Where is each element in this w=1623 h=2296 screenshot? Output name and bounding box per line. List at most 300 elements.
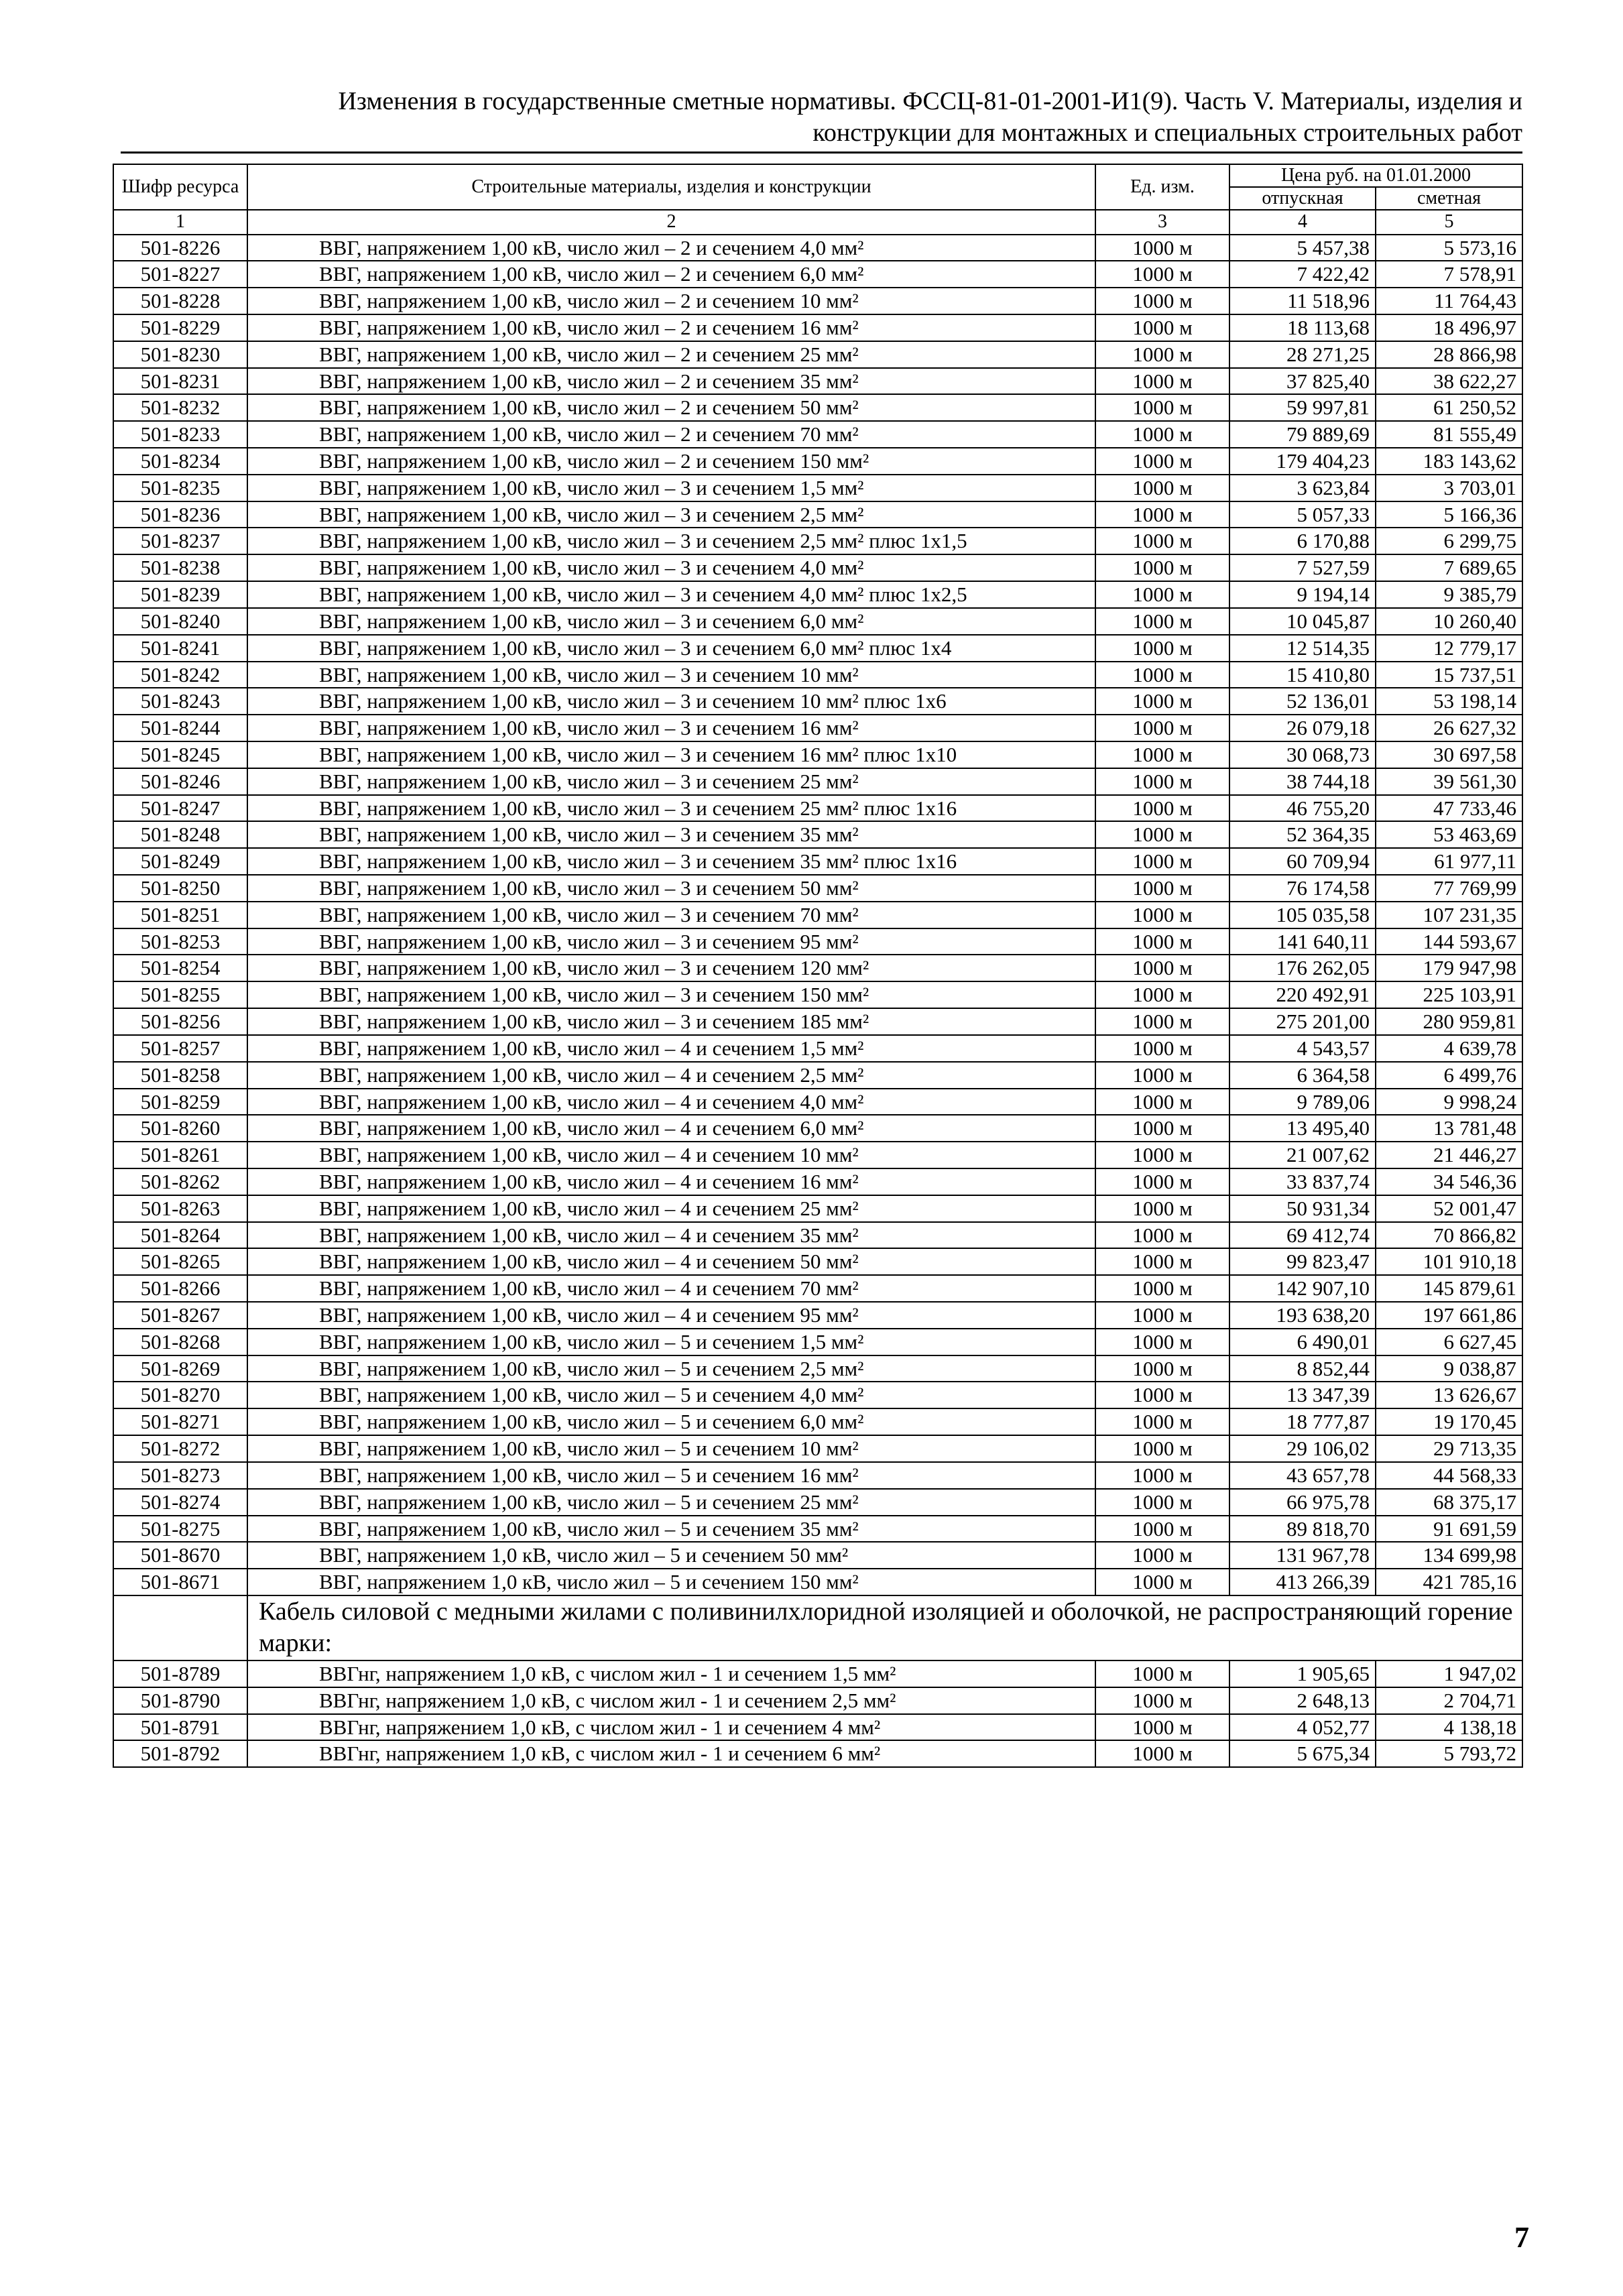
document-header: [121, 86, 1522, 148]
estimate-price: 11 764,43: [1376, 288, 1522, 314]
release-price: 1 905,65: [1229, 1660, 1376, 1687]
unit-cell: 1000 м: [1095, 1462, 1229, 1489]
resource-code: 501-8251: [113, 902, 247, 928]
resource-code: 501-8253: [113, 928, 247, 955]
column-number: 3: [1095, 210, 1229, 234]
material-name: ВВГ, напряжением 1,00 кВ, число жил – 3 и сечением 10 мм²: [247, 662, 1095, 688]
release-price: 76 174,58: [1229, 875, 1376, 902]
estimate-price: 38 622,27: [1376, 368, 1522, 395]
material-name: ВВГ, напряжением 1,00 кВ, число жил – 3 и сечением 2,5 мм²: [247, 501, 1095, 528]
release-price: 7 422,42: [1229, 261, 1376, 288]
table-row: [113, 1408, 1522, 1435]
column-number: 2: [247, 210, 1095, 234]
resource-code: 501-8240: [113, 608, 247, 635]
material-name: ВВГнг, напряжением 1,0 кВ, с числом жил - 1 и сечением 6 мм²: [247, 1740, 1095, 1767]
material-name: ВВГ, напряжением 1,00 кВ, число жил – 3 и сечением 50 мм²: [247, 875, 1095, 902]
unit-cell: 1000 м: [1095, 1115, 1229, 1142]
material-name: ВВГ, напряжением 1,00 кВ, число жил – 3 и сечением 16 мм²: [247, 715, 1095, 741]
estimate-price: 18 496,97: [1376, 314, 1522, 341]
table-row: [113, 848, 1522, 875]
material-name: ВВГ, напряжением 1,00 кВ, число жил – 2 и сечением 16 мм²: [247, 314, 1095, 341]
release-price: 9 194,14: [1229, 581, 1376, 608]
release-price: 33 837,74: [1229, 1168, 1376, 1195]
unit-cell: 1000 м: [1095, 902, 1229, 928]
resource-code: 501-8670: [113, 1542, 247, 1569]
unit-cell: 1000 м: [1095, 1195, 1229, 1222]
material-name: ВВГ, напряжением 1,00 кВ, число жил – 4 и сечением 6,0 мм²: [247, 1115, 1095, 1142]
material-name: ВВГнг, напряжением 1,0 кВ, с числом жил - 1 и сечением 1,5 мм²: [247, 1660, 1095, 1687]
table-row: [113, 314, 1522, 341]
unit-cell: 1000 м: [1095, 688, 1229, 715]
table-row: [113, 1248, 1522, 1275]
table-row: [113, 955, 1522, 981]
page-number: 7: [1514, 2221, 1529, 2254]
unit-cell: 1000 м: [1095, 1660, 1229, 1687]
resource-code: 501-8227: [113, 261, 247, 288]
resource-code: 501-8234: [113, 448, 247, 475]
resource-code: 501-8247: [113, 795, 247, 822]
material-name: ВВГ, напряжением 1,00 кВ, число жил – 2 и сечением 25 мм²: [247, 341, 1095, 368]
unit-cell: 1000 м: [1095, 1248, 1229, 1275]
resource-code: 501-8260: [113, 1115, 247, 1142]
resource-code: 501-8248: [113, 821, 247, 848]
table-row: [113, 635, 1522, 662]
release-price: 13 495,40: [1229, 1115, 1376, 1142]
estimate-price: 144 593,67: [1376, 928, 1522, 955]
release-price: 6 170,88: [1229, 528, 1376, 554]
unit-cell: 1000 м: [1095, 795, 1229, 822]
unit-cell: 1000 м: [1095, 955, 1229, 981]
estimate-price: 9 038,87: [1376, 1355, 1522, 1382]
material-name: ВВГ, напряжением 1,00 кВ, число жил – 3 и сечением 150 мм²: [247, 981, 1095, 1008]
estimate-price: 53 198,14: [1376, 688, 1522, 715]
table-row: [113, 261, 1522, 288]
unit-cell: 1000 м: [1095, 1542, 1229, 1569]
material-name: ВВГ, напряжением 1,00 кВ, число жил – 2 и сечением 10 мм²: [247, 288, 1095, 314]
resource-code: 501-8243: [113, 688, 247, 715]
estimate-price: 81 555,49: [1376, 421, 1522, 448]
resource-code: 501-8250: [113, 875, 247, 902]
release-price: 29 106,02: [1229, 1435, 1376, 1462]
estimate-price: 6 499,76: [1376, 1062, 1522, 1089]
estimate-price: 68 375,17: [1376, 1489, 1522, 1516]
table-row: [113, 1302, 1522, 1329]
estimate-price: 53 463,69: [1376, 821, 1522, 848]
table-row: [113, 1115, 1522, 1142]
table-row: [113, 554, 1522, 581]
release-price: 5 057,33: [1229, 501, 1376, 528]
resource-code: 501-8262: [113, 1168, 247, 1195]
table-row: [113, 688, 1522, 715]
material-name: ВВГ, напряжением 1,00 кВ, число жил – 3 и сечением 4,0 мм²: [247, 554, 1095, 581]
table-row: [113, 821, 1522, 848]
resource-code: 501-8245: [113, 741, 247, 768]
material-name: ВВГ, напряжением 1,00 кВ, число жил – 4 и сечением 2,5 мм²: [247, 1062, 1095, 1089]
release-price: 141 640,11: [1229, 928, 1376, 955]
header-divider: [121, 152, 1522, 154]
material-name: ВВГнг, напряжением 1,0 кВ, с числом жил - 1 и сечением 2,5 мм²: [247, 1687, 1095, 1714]
resource-code: 501-8671: [113, 1569, 247, 1595]
estimate-price: 7 578,91: [1376, 261, 1522, 288]
column-header-unit: Ед. изм.: [1095, 164, 1229, 210]
material-name: ВВГ, напряжением 1,00 кВ, число жил – 3 и сечением 25 мм²: [247, 768, 1095, 795]
resource-code: 501-8246: [113, 768, 247, 795]
material-name: ВВГ, напряжением 1,00 кВ, число жил – 2 и сечением 70 мм²: [247, 421, 1095, 448]
release-price: 13 347,39: [1229, 1382, 1376, 1408]
unit-cell: 1000 м: [1095, 1329, 1229, 1355]
material-name: ВВГ, напряжением 1,00 кВ, число жил – 2 и сечением 50 мм²: [247, 394, 1095, 421]
unit-cell: 1000 м: [1095, 741, 1229, 768]
unit-cell: 1000 м: [1095, 421, 1229, 448]
release-price: 46 755,20: [1229, 795, 1376, 822]
unit-cell: 1000 м: [1095, 501, 1229, 528]
material-name: ВВГ, напряжением 1,0 кВ, число жил – 5 и сечением 50 мм²: [247, 1542, 1095, 1569]
material-name: ВВГ, напряжением 1,00 кВ, число жил – 3 и сечением 16 мм² плюс 1х10: [247, 741, 1095, 768]
estimate-price: 225 103,91: [1376, 981, 1522, 1008]
estimate-price: 19 170,45: [1376, 1408, 1522, 1435]
material-name: ВВГ, напряжением 1,00 кВ, число жил – 3 и сечением 35 мм² плюс 1х16: [247, 848, 1095, 875]
release-price: 12 514,35: [1229, 635, 1376, 662]
section-title: Кабель силовой с медными жилами с поливинилхлоридной изоляцией и оболочкой, не распространяющий горение марки:: [247, 1595, 1522, 1660]
release-price: 18 777,87: [1229, 1408, 1376, 1435]
release-price: 38 744,18: [1229, 768, 1376, 795]
table-row: [113, 235, 1522, 261]
table-row: [113, 981, 1522, 1008]
table-row: [113, 608, 1522, 635]
resource-code: 501-8238: [113, 554, 247, 581]
material-name: ВВГ, напряжением 1,00 кВ, число жил – 2 и сечением 35 мм²: [247, 368, 1095, 395]
release-price: 37 825,40: [1229, 368, 1376, 395]
material-name: ВВГ, напряжением 1,00 кВ, число жил – 3 и сечением 120 мм²: [247, 955, 1095, 981]
resource-code: 501-8265: [113, 1248, 247, 1275]
resource-code: 501-8275: [113, 1516, 247, 1543]
release-price: 131 967,78: [1229, 1542, 1376, 1569]
unit-cell: 1000 м: [1095, 928, 1229, 955]
unit-cell: 1000 м: [1095, 314, 1229, 341]
material-name: ВВГ, напряжением 1,00 кВ, число жил – 5 и сечением 16 мм²: [247, 1462, 1095, 1489]
material-name: ВВГ, напряжением 1,00 кВ, число жил – 4 и сечением 16 мм²: [247, 1168, 1095, 1195]
resource-code: 501-8272: [113, 1435, 247, 1462]
estimate-price: 39 561,30: [1376, 768, 1522, 795]
material-name: ВВГ, напряжением 1,00 кВ, число жил – 4 и сечением 70 мм²: [247, 1275, 1095, 1302]
unit-cell: 1000 м: [1095, 1382, 1229, 1408]
unit-cell: 1000 м: [1095, 608, 1229, 635]
unit-cell: 1000 м: [1095, 848, 1229, 875]
unit-cell: 1000 м: [1095, 981, 1229, 1008]
estimate-price: 5 793,72: [1376, 1740, 1522, 1767]
resource-code: 501-8791: [113, 1714, 247, 1741]
resource-code: 501-8792: [113, 1740, 247, 1767]
estimate-price: 9 385,79: [1376, 581, 1522, 608]
unit-cell: 1000 м: [1095, 288, 1229, 314]
section-row: [113, 1595, 1522, 1660]
resource-code: 501-8232: [113, 394, 247, 421]
table-row: [113, 421, 1522, 448]
resource-code: 501-8230: [113, 341, 247, 368]
resource-code: 501-8237: [113, 528, 247, 554]
material-name: ВВГ, напряжением 1,00 кВ, число жил – 3 и сечением 4,0 мм² плюс 1х2,5: [247, 581, 1095, 608]
estimate-price: 101 910,18: [1376, 1248, 1522, 1275]
table-row: [113, 1329, 1522, 1355]
unit-cell: 1000 м: [1095, 1222, 1229, 1249]
unit-cell: 1000 м: [1095, 1489, 1229, 1516]
release-price: 52 136,01: [1229, 688, 1376, 715]
resource-code: 501-8268: [113, 1329, 247, 1355]
table-row: [113, 875, 1522, 902]
release-price: 179 404,23: [1229, 448, 1376, 475]
resource-code: 501-8226: [113, 235, 247, 261]
release-price: 26 079,18: [1229, 715, 1376, 741]
release-price: 8 852,44: [1229, 1355, 1376, 1382]
estimate-price: 77 769,99: [1376, 875, 1522, 902]
table-row: [113, 1569, 1522, 1595]
unit-cell: 1000 м: [1095, 448, 1229, 475]
release-price: 3 623,84: [1229, 475, 1376, 501]
table-row: [113, 1142, 1522, 1168]
material-name: ВВГ, напряжением 1,00 кВ, число жил – 5 и сечением 4,0 мм²: [247, 1382, 1095, 1408]
unit-cell: 1000 м: [1095, 554, 1229, 581]
material-name: ВВГ, напряжением 1,00 кВ, число жил – 3 и сечением 2,5 мм² плюс 1х1,5: [247, 528, 1095, 554]
table-row: [113, 928, 1522, 955]
material-name: ВВГ, напряжением 1,00 кВ, число жил – 3 и сечением 35 мм²: [247, 821, 1095, 848]
resource-code: 501-8233: [113, 421, 247, 448]
release-price: 43 657,78: [1229, 1462, 1376, 1489]
table-row: [113, 715, 1522, 741]
estimate-price: 421 785,16: [1376, 1569, 1522, 1595]
material-name: ВВГ, напряжением 1,00 кВ, число жил – 5 и сечением 1,5 мм²: [247, 1329, 1095, 1355]
section-code-cell: [113, 1595, 247, 1660]
estimate-price: 7 689,65: [1376, 554, 1522, 581]
unit-cell: 1000 м: [1095, 1275, 1229, 1302]
release-price: 2 648,13: [1229, 1687, 1376, 1714]
release-price: 30 068,73: [1229, 741, 1376, 768]
table-row: [113, 1089, 1522, 1115]
estimate-price: 6 627,45: [1376, 1329, 1522, 1355]
estimate-price: 15 737,51: [1376, 662, 1522, 688]
resource-code: 501-8236: [113, 501, 247, 528]
resource-code: 501-8244: [113, 715, 247, 741]
table-row: [113, 1542, 1522, 1569]
estimate-price: 107 231,35: [1376, 902, 1522, 928]
release-price: 193 638,20: [1229, 1302, 1376, 1329]
table-row: [113, 1516, 1522, 1543]
release-price: 9 789,06: [1229, 1089, 1376, 1115]
resource-code: 501-8273: [113, 1462, 247, 1489]
unit-cell: 1000 м: [1095, 581, 1229, 608]
material-name: ВВГ, напряжением 1,00 кВ, число жил – 4 и сечением 95 мм²: [247, 1302, 1095, 1329]
resource-code: 501-8261: [113, 1142, 247, 1168]
unit-cell: 1000 м: [1095, 821, 1229, 848]
estimate-price: 30 697,58: [1376, 741, 1522, 768]
resource-code: 501-8266: [113, 1275, 247, 1302]
estimate-price: 1 947,02: [1376, 1660, 1522, 1687]
estimate-price: 10 260,40: [1376, 608, 1522, 635]
release-price: 89 818,70: [1229, 1516, 1376, 1543]
estimate-price: 13 626,67: [1376, 1382, 1522, 1408]
estimate-price: 61 977,11: [1376, 848, 1522, 875]
release-price: 10 045,87: [1229, 608, 1376, 635]
estimate-price: 179 947,98: [1376, 955, 1522, 981]
unit-cell: 1000 м: [1095, 875, 1229, 902]
resource-code: 501-8267: [113, 1302, 247, 1329]
material-name: ВВГ, напряжением 1,00 кВ, число жил – 5 и сечением 10 мм²: [247, 1435, 1095, 1462]
estimate-price: 21 446,27: [1376, 1142, 1522, 1168]
release-price: 28 271,25: [1229, 341, 1376, 368]
release-price: 50 931,34: [1229, 1195, 1376, 1222]
material-name: ВВГ, напряжением 1,00 кВ, число жил – 2 и сечением 150 мм²: [247, 448, 1095, 475]
release-price: 79 889,69: [1229, 421, 1376, 448]
table-row: [113, 795, 1522, 822]
estimate-price: 4 639,78: [1376, 1035, 1522, 1062]
table-row: [113, 1035, 1522, 1062]
unit-cell: 1000 м: [1095, 1516, 1229, 1543]
resource-code: 501-8789: [113, 1660, 247, 1687]
release-price: 4 052,77: [1229, 1714, 1376, 1741]
table-row: [113, 528, 1522, 554]
estimate-price: 5 166,36: [1376, 501, 1522, 528]
table-row: [113, 1660, 1522, 1687]
table-row: [113, 902, 1522, 928]
table-row: [113, 1687, 1522, 1714]
release-price: 18 113,68: [1229, 314, 1376, 341]
material-name: ВВГ, напряжением 1,00 кВ, число жил – 3 и сечением 70 мм²: [247, 902, 1095, 928]
material-name: ВВГ, напряжением 1,00 кВ, число жил – 3 и сечением 1,5 мм²: [247, 475, 1095, 501]
resource-code: 501-8263: [113, 1195, 247, 1222]
material-name: ВВГ, напряжением 1,00 кВ, число жил – 4 и сечением 35 мм²: [247, 1222, 1095, 1249]
estimate-price: 29 713,35: [1376, 1435, 1522, 1462]
table-body: [113, 235, 1522, 1768]
resource-code: 501-8228: [113, 288, 247, 314]
unit-cell: 1000 м: [1095, 1687, 1229, 1714]
material-name: ВВГ, напряжением 1,00 кВ, число жил – 5 и сечением 2,5 мм²: [247, 1355, 1095, 1382]
table-row: [113, 1435, 1522, 1462]
column-number: 5: [1376, 210, 1522, 234]
table-row: [113, 1355, 1522, 1382]
release-price: 11 518,96: [1229, 288, 1376, 314]
table-row: [113, 768, 1522, 795]
resource-code: 501-8270: [113, 1382, 247, 1408]
table-row: [113, 1222, 1522, 1249]
column-number: 4: [1229, 210, 1376, 234]
estimate-price: 70 866,82: [1376, 1222, 1522, 1249]
release-price: 6 364,58: [1229, 1062, 1376, 1089]
material-name: ВВГ, напряжением 1,00 кВ, число жил – 3 и сечением 95 мм²: [247, 928, 1095, 955]
resource-code: 501-8241: [113, 635, 247, 662]
column-header-name: Строительные материалы, изделия и конструкции: [247, 164, 1095, 210]
table-row: [113, 1168, 1522, 1195]
estimate-price: 61 250,52: [1376, 394, 1522, 421]
unit-cell: 1000 м: [1095, 368, 1229, 395]
resource-code: 501-8259: [113, 1089, 247, 1115]
table-row: [113, 448, 1522, 475]
table-row: [113, 368, 1522, 395]
unit-cell: 1000 м: [1095, 1062, 1229, 1089]
column-header-code: Шифр ресурса: [113, 164, 247, 210]
material-name: ВВГ, напряжением 1,00 кВ, число жил – 5 и сечением 35 мм²: [247, 1516, 1095, 1543]
table-row: [113, 1714, 1522, 1741]
resource-code: 501-8256: [113, 1008, 247, 1035]
release-price: 6 490,01: [1229, 1329, 1376, 1355]
table-row: [113, 1195, 1522, 1222]
estimate-price: 47 733,46: [1376, 795, 1522, 822]
unit-cell: 1000 м: [1095, 1168, 1229, 1195]
resource-code: 501-8229: [113, 314, 247, 341]
resource-code: 501-8239: [113, 581, 247, 608]
table-row: [113, 1740, 1522, 1767]
unit-cell: 1000 м: [1095, 394, 1229, 421]
material-name: ВВГ, напряжением 1,00 кВ, число жил – 4 и сечением 10 мм²: [247, 1142, 1095, 1168]
unit-cell: 1000 м: [1095, 1714, 1229, 1741]
table-row: [113, 475, 1522, 501]
release-price: 59 997,81: [1229, 394, 1376, 421]
material-name: ВВГ, напряжением 1,00 кВ, число жил – 3 и сечением 185 мм²: [247, 1008, 1095, 1035]
estimate-price: 145 879,61: [1376, 1275, 1522, 1302]
estimate-price: 280 959,81: [1376, 1008, 1522, 1035]
unit-cell: 1000 м: [1095, 1089, 1229, 1115]
estimate-price: 3 703,01: [1376, 475, 1522, 501]
material-name: ВВГ, напряжением 1,00 кВ, число жил – 4 и сечением 4,0 мм²: [247, 1089, 1095, 1115]
material-name: ВВГнг, напряжением 1,0 кВ, с числом жил - 1 и сечением 4 мм²: [247, 1714, 1095, 1741]
estimate-price: 6 299,75: [1376, 528, 1522, 554]
table-row: [113, 662, 1522, 688]
release-price: 413 266,39: [1229, 1569, 1376, 1595]
resource-code: 501-8264: [113, 1222, 247, 1249]
unit-cell: 1000 м: [1095, 768, 1229, 795]
unit-cell: 1000 м: [1095, 1355, 1229, 1382]
estimate-price: 2 704,71: [1376, 1687, 1522, 1714]
column-header-estimate-price: сметная: [1376, 187, 1522, 210]
table-row: [113, 1462, 1522, 1489]
table-row: [113, 581, 1522, 608]
release-price: 21 007,62: [1229, 1142, 1376, 1168]
resource-code: 501-8790: [113, 1687, 247, 1714]
estimate-price: 13 781,48: [1376, 1115, 1522, 1142]
unit-cell: 1000 м: [1095, 528, 1229, 554]
material-name: ВВГ, напряжением 1,00 кВ, число жил – 3 и сечением 10 мм² плюс 1х6: [247, 688, 1095, 715]
estimate-price: 34 546,36: [1376, 1168, 1522, 1195]
resource-code: 501-8235: [113, 475, 247, 501]
unit-cell: 1000 м: [1095, 635, 1229, 662]
table-row: [113, 341, 1522, 368]
table-row: [113, 501, 1522, 528]
release-price: 5 675,34: [1229, 1740, 1376, 1767]
material-name: ВВГ, напряжением 1,00 кВ, число жил – 4 и сечением 50 мм²: [247, 1248, 1095, 1275]
resource-code: 501-8274: [113, 1489, 247, 1516]
resource-code: 501-8254: [113, 955, 247, 981]
table-row: [113, 1275, 1522, 1302]
table-row: [113, 1489, 1522, 1516]
material-name: ВВГ, напряжением 1,00 кВ, число жил – 3 и сечением 6,0 мм²: [247, 608, 1095, 635]
release-price: 7 527,59: [1229, 554, 1376, 581]
header-line-2: конструкции для монтажных и специальных строительных работ: [813, 118, 1522, 147]
resource-code: 501-8231: [113, 368, 247, 395]
release-price: 15 410,80: [1229, 662, 1376, 688]
table-row: [113, 1008, 1522, 1035]
resource-code: 501-8271: [113, 1408, 247, 1435]
column-number: 1: [113, 210, 247, 234]
table-row: [113, 1382, 1522, 1408]
price-table: [113, 164, 1523, 1768]
material-name: ВВГ, напряжением 1,00 кВ, число жил – 4 и сечением 25 мм²: [247, 1195, 1095, 1222]
release-price: 99 823,47: [1229, 1248, 1376, 1275]
estimate-price: 26 627,32: [1376, 715, 1522, 741]
header-line-1: Изменения в государственные сметные нормативы. ФССЦ-81-01-2001-И1(9). Часть V. Материалы, изделия и: [338, 87, 1522, 115]
material-name: ВВГ, напряжением 1,00 кВ, число жил – 5 и сечением 25 мм²: [247, 1489, 1095, 1516]
release-price: 66 975,78: [1229, 1489, 1376, 1516]
material-name: ВВГ, напряжением 1,00 кВ, число жил – 3 и сечением 25 мм² плюс 1х16: [247, 795, 1095, 822]
unit-cell: 1000 м: [1095, 261, 1229, 288]
material-name: ВВГ, напряжением 1,0 кВ, число жил – 5 и сечением 150 мм²: [247, 1569, 1095, 1595]
